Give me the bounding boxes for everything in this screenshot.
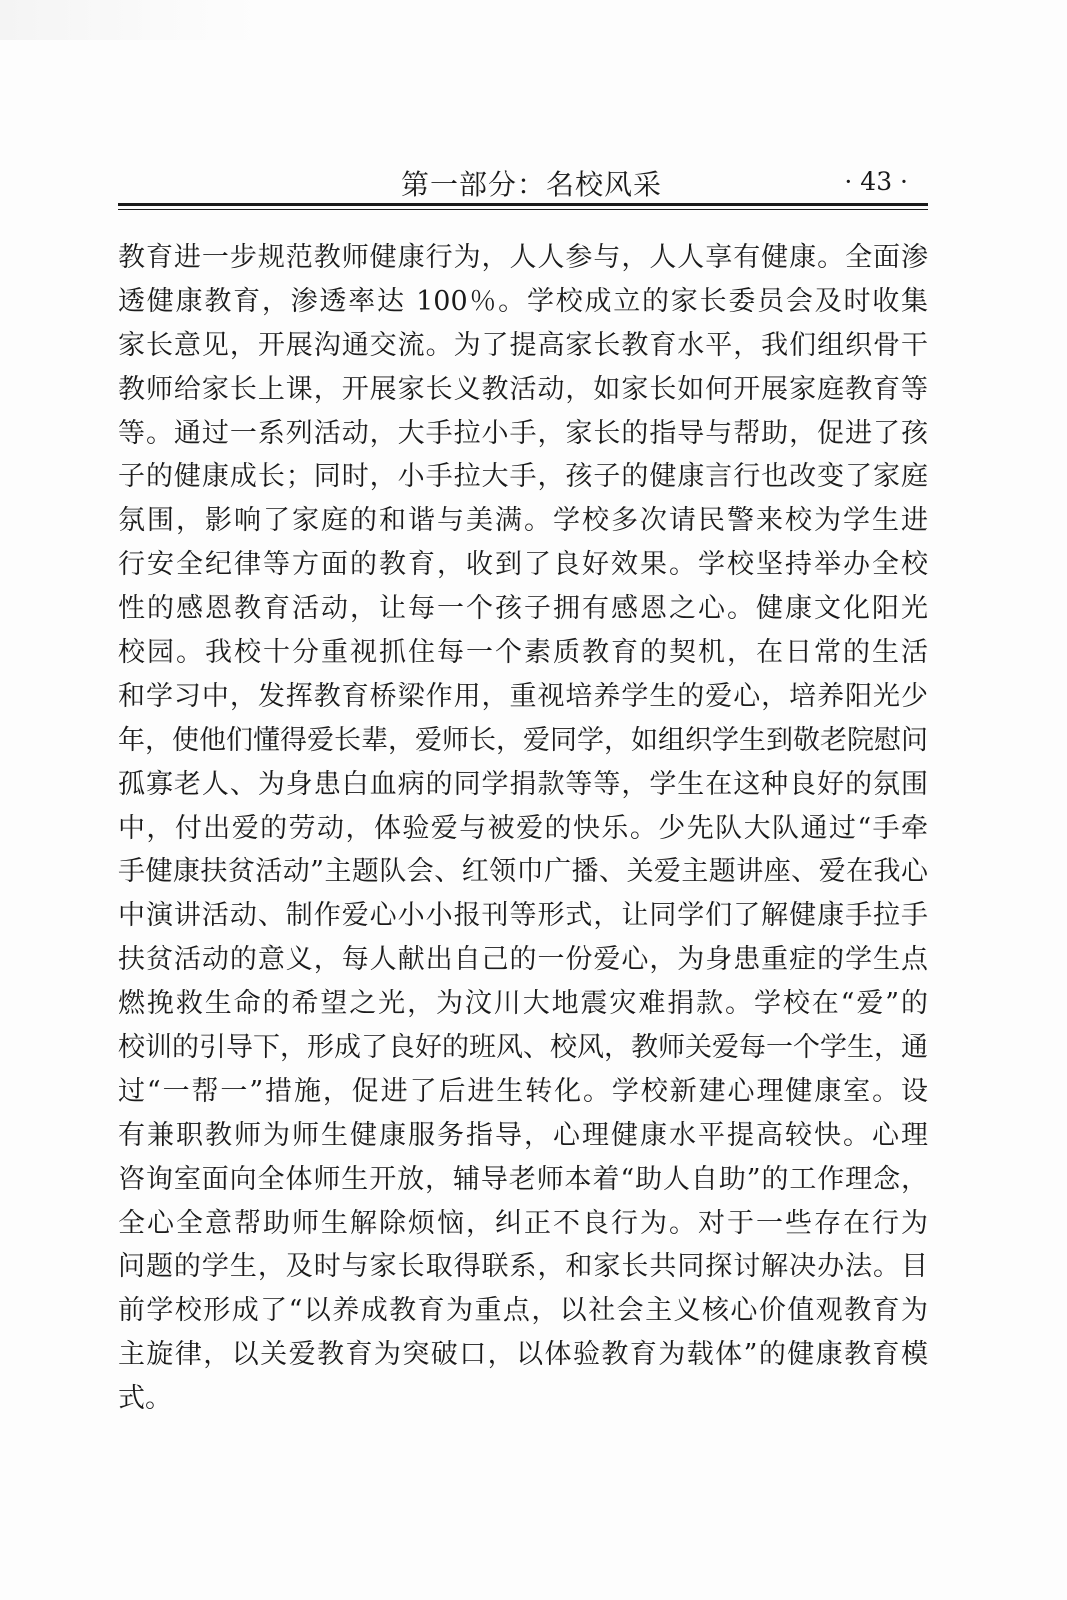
- text-line: 手健康扶贫活动”主题队会、红领巾广播、关爱主题讲座、爱在我心: [118, 856, 928, 888]
- text-line: 燃挽救生命的希望之光，为汶川大地震灾难捐款。学校在“爱”的: [118, 988, 928, 1020]
- text-line: 校园。我校十分重视抓住每一个素质教育的契机，在日常的生活: [118, 637, 928, 669]
- text-line: 扶贫活动的意义，每人献出自己的一份爱心，为身患重症的学生点: [118, 944, 928, 976]
- header-rule-thick: [118, 203, 928, 206]
- text-line: 主旋律，以关爱教育为突破口，以体验教育为载体”的健康教育模: [118, 1339, 928, 1371]
- text-line: 孤寡老人、为身患白血病的同学捐款等等，学生在这种良好的氛围: [118, 768, 928, 800]
- text-line: 透健康教育，渗透率达 100％。学校成立的家长委员会及时收集: [118, 285, 928, 317]
- text-line: 过“一帮一”措施，促进了后进生转化。学校新建心理健康室。设: [118, 1075, 928, 1107]
- text-line: 家长意见，开展沟通交流。为了提高家长教育水平，我们组织骨干: [118, 329, 928, 361]
- text-line: 问题的学生，及时与家长取得联系，和家长共同探讨解决办法。目: [118, 1251, 928, 1283]
- text-line: 有兼职教师为师生健康服务指导，心理健康水平提高较快。心理: [118, 1119, 928, 1151]
- section-title: 第一部分：名校风采: [401, 168, 663, 201]
- running-header: [118, 158, 928, 204]
- text-line: 式。: [118, 1383, 172, 1415]
- text-line: 校训的引导下，形成了良好的班风、校风，教师关爱每一个学生，通: [118, 1032, 928, 1064]
- body-paragraph: [118, 236, 928, 1421]
- text-line: 教育进一步规范教师健康行为，人人参与，人人享有健康。全面渗: [118, 242, 928, 273]
- text-line: 氛围，影响了家庭的和谐与美满。学校多次请民警来校为学生进: [118, 505, 928, 537]
- text-line: 全心全意帮助师生解除烦恼，纠正不良行为。对于一些存在行为: [118, 1207, 928, 1239]
- text-line: 等。通过一系列活动，大手拉小手，家长的指导与帮助，促进了孩: [118, 417, 928, 449]
- scan-edge-shading: [0, 0, 260, 40]
- text-line: 年，使他们懂得爱长辈，爱师长，爱同学，如组织学生到敬老院慰问: [118, 724, 928, 756]
- text-line: 中演讲活动、制作爱心小小报刊等形式，让同学们了解健康手拉手: [118, 900, 928, 932]
- header-rule-thin: [118, 209, 928, 210]
- page-number: · 43 ·: [844, 167, 908, 196]
- text-line: 咨询室面向全体师生开放，辅导老师本着“助人自助”的工作理念，: [118, 1163, 928, 1195]
- text-line: 性的感恩教育活动，让每一个孩子拥有感恩之心。健康文化阳光: [118, 593, 928, 625]
- text-line: 中，付出爱的劳动，体验爱与被爱的快乐。少先队大队通过“手牵: [118, 812, 928, 844]
- text-line: 教师给家长上课，开展家长义教活动，如家长如何开展家庭教育等: [118, 373, 928, 405]
- text-line: 子的健康成长；同时，小手拉大手，孩子的健康言行也改变了家庭: [118, 461, 928, 493]
- text-line: 和学习中，发挥教育桥梁作用，重视培养学生的爱心，培养阳光少: [118, 680, 928, 712]
- text-line: 前学校形成了“以养成教育为重点，以社会主义核心价值观教育为: [118, 1295, 928, 1327]
- text-line: 行安全纪律等方面的教育，收到了良好效果。学校坚持举办全校: [118, 549, 928, 581]
